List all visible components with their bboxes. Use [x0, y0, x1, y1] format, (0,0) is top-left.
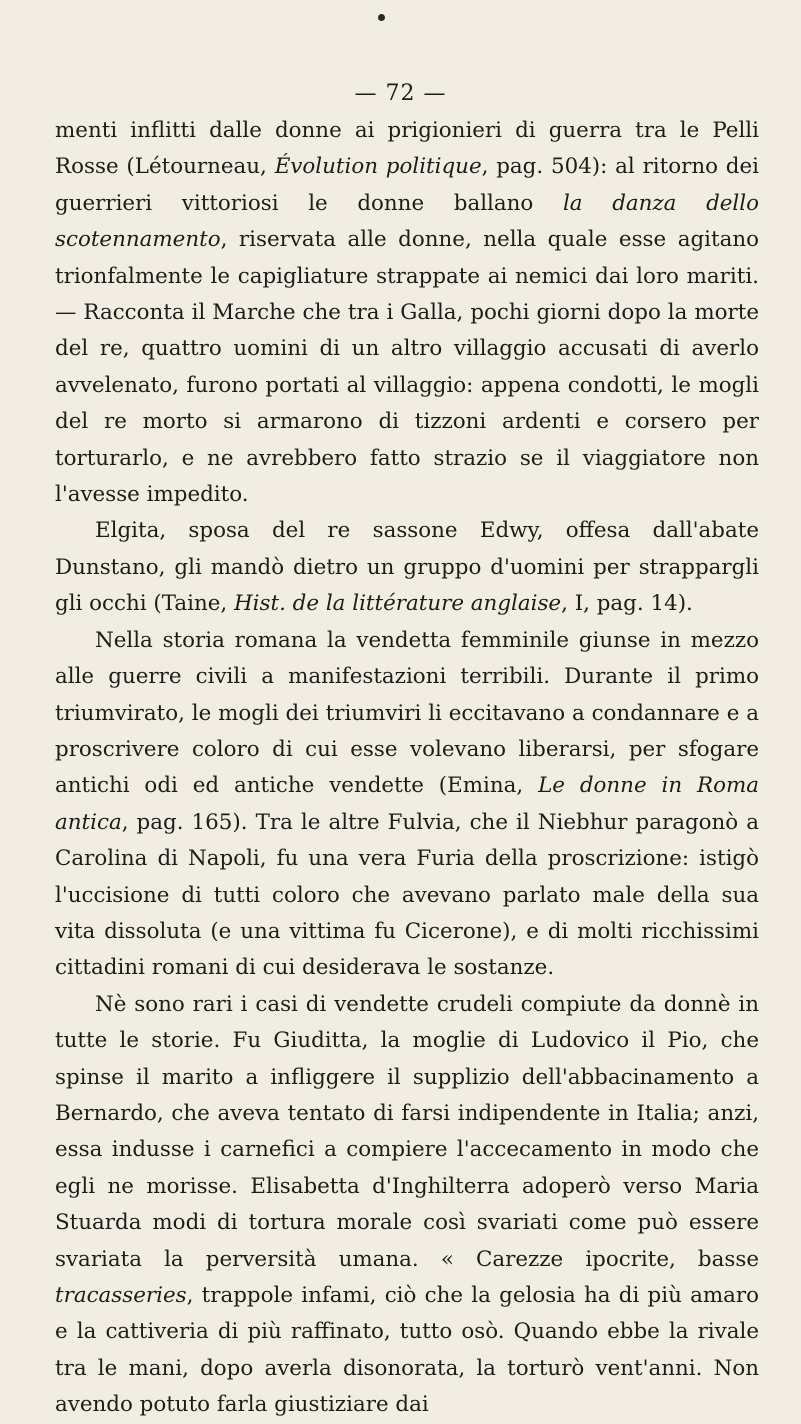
italic-title: la danza dello scotennamento: [55, 190, 759, 253]
text-run: , riservata alle donne, nella quale esse agitano trionfalmente le capigliature strappate ai nemici dai loro mariti. — Racconta il Marche che tra i Galla, pochi giorni dopo la morte del re, quattro uomini di un altro villaggio accusati di averlo avvelenato, furono portati al villaggio: appena condotti, le mogli del re morto si armarono di tizzoni ardenti e corsero per torturarlo, e ne avrebbero fatto strazio se il viaggiatore non l'avesse impedito.: [55, 227, 759, 508]
paragraph: [55, 513, 759, 622]
text-run: , pag. 165). Tra le altre Fulvia, che il Niebhur paragonò a Carolina di Napoli, fu una vera Furia della proscrizione: istigò l'uccisione di tutti coloro che avevano parlato male della sua vita dissoluta (e una vittima fu Cicerone), e di molti ricchissimi cittadini romani di cui desiderava le sostanze.: [55, 809, 759, 981]
italic-title: Le donne in Roma antica: [55, 773, 759, 835]
text-run: Nella storia romana la vendetta femminile giunse in mezzo alle guerre civili a manifestazioni terribili. Durante il primo triumvirato, le mogli dei triumviri li eccitavano a condannare e a proscrivere coloro di cui esse volevano liberarsi, per sfogare antichi odi ed antiche vendette (Emina,: [55, 627, 759, 799]
italic-title: Hist. de la littérature anglaise: [234, 591, 562, 617]
ink-dot: [378, 14, 385, 21]
page-number: — 72 —: [354, 81, 447, 106]
text-run: , trappole infami, ciò che la gelosia ha di più amaro e la cattiveria di più raffinato, tutto osò. Quando ebbe la rivale tra le mani, dopo averla disonorata, la torturò vent'anni. Non avendo potuto farla giustiziare dai: [55, 1283, 759, 1418]
text-run: , pag. 504): al ritorno dei guerrieri vittoriosi le donne ballano: [55, 154, 760, 216]
body-text: [55, 113, 759, 1424]
text-run: menti inflitti dalle donne ai prigionieri di guerra tra le Pelli Rosse (Létourneau,: [55, 118, 759, 180]
text-run: Elgita, sposa del re sassone Edwy, offesa dall'abate Dunstano, gli mandò dietro un gruppo d'uomini per strappargli gli occhi (Taine,: [55, 518, 759, 617]
text-run: , I, pag. 14).: [561, 591, 693, 617]
italic-title: Évolution politique: [274, 154, 482, 180]
paragraph: [55, 987, 759, 1424]
paragraph: [55, 113, 759, 513]
italic-title: tracasseries: [55, 1283, 187, 1308]
text-run: Nè sono rari i casi di vendette crudeli compiute da donnè in tutte le storie. Fu Giuditta, la moglie di Ludovico il Pio, che spinse il marito a infliggere il supplizio dell'abbacinamento a Bernardo, che aveva tentato di farsi indipendente in Italia; anzi, essa indusse i carnefici a compiere l'accecamento in modo che egli ne morisse. Elisabetta d'Inghilterra adoperò verso Maria Stuarda modi di tortura morale così svariati come può essere svariata la perversità umana. « Carezze ipocrite, basse: [55, 991, 759, 1272]
paragraph: [55, 623, 759, 987]
